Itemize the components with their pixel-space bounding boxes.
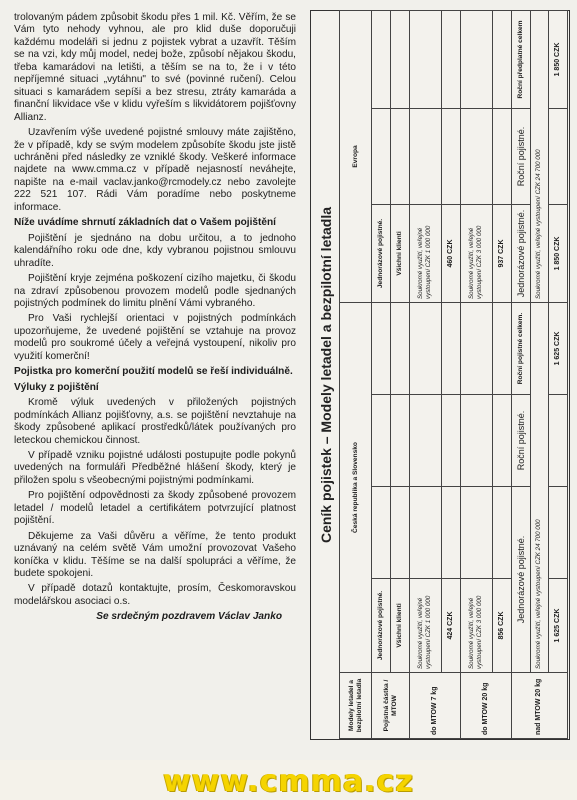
price-table — [339, 10, 568, 739]
price-cell: 1 625 CZK — [549, 302, 568, 394]
region-header-cz: Česká republika a Slovensko — [340, 302, 372, 672]
paragraph: Pojištění kryje zejména poškození cizího majetku, či škodu na zdraví způsobenou provozem modelů podle sjednaných pojistných podmínek do limitu plnění Vámi vybraného. — [14, 273, 296, 309]
usage-1m: Soukromé využití, veřejné vystoupení CZK 1 000 000 — [409, 579, 441, 673]
row-label: Pojistná částka / MTOW — [372, 673, 409, 739]
section-heading: Níže uvádíme shrnutí základních dat o Vašem pojištění — [14, 217, 276, 229]
paragraph: Pro Vaši rychlejší orientaci v pojistných podmínkách upozorňujeme, že uvedené pojištění se vztahuje na provoz modelů pro soukromé účely a veřejná vystoupení, nikoliv pro využití komerční! — [14, 313, 296, 362]
rocni-celkem-header: Roční pojistné celkem. — [511, 302, 530, 394]
jednorazove-header: Jednorázové pojistné. — [372, 579, 391, 673]
usage-3m: Soukromé využití, veřejné vystoupení CZK 3 000 000 — [460, 579, 492, 673]
usage-3m-eu: Soukromé využití, veřejné vystoupení CZK 3 000 000 — [460, 204, 492, 302]
jednorazove-header-eu: Jednorázové pojistné. — [511, 204, 530, 302]
mtow-over-20: nad MTOW 20 kg — [511, 673, 567, 739]
usage-24m: Soukromé využití, veřejné vystoupení CZK 24 700 000 — [530, 302, 549, 672]
paragraph: Pro pojištění odpovědnosti za škody způsobené provozem letadel / modelů letadel a certifikátem potvrzující platnost pojištění. — [14, 490, 296, 527]
paragraph: Pojištění je sjednáno na dobu určitou, a to jednoho kalendářního roku ode dne, kdy vybranou pojistnou smlouvu uhradíte. — [14, 232, 296, 269]
website-url: www.cmma.cz — [163, 764, 414, 799]
region-header-eu: Evropa — [340, 10, 372, 302]
signature: Se srdečným pozdravem Václav Janko — [96, 611, 282, 623]
mtow-7: do MTOW 7 kg — [409, 673, 460, 739]
paragraph: Uzavřením výše uvedené pojistné smlouvy máte zajištěno, že v případě, kdy se svým modelem způsobíte škodu jste jistě uchráněni před následky ze vzniklé škody. Veškeré informace najdete na www.cmma.cz v případě nejasností neváhejte, napište na e-mail vaclav.janko@rcmodely.cz nebo zavolejte 222 521 107. Rádi Vám poradíme nebo poskytneme informace. — [14, 127, 296, 213]
paragraph: V případě vzniku pojistné události postupujte podle pokynů uvedených na formuláři Předběžné hlášení škody, který je přiložen spolu s všeobecnými pojistnými podmínkami. — [14, 449, 296, 486]
jednorazove-header-eu: Jednorázové pojistné. — [372, 204, 391, 302]
price-table-box — [310, 10, 570, 740]
rocni-header: Roční pojistné. — [511, 395, 530, 487]
paragraph: Děkujeme za Vaši důvěru a věříme, že tento produkt uznávaný na celém světě Vám umožní provozovat Vašeho koníčka v klidu. Těšíme se na další spolupráci a věříme, že budete spokojeni. — [14, 530, 296, 580]
usage-24m-eu: Soukromé využití, veřejné vystoupení CZK 24 700 000 — [530, 10, 549, 302]
paragraph: trolovaným pádem způsobit škodu přes 1 mil. Kč. Věřím, že se Vám tyto nehody vyhnou, ale pro klid duše doporučuji každému modeláři si jednu z pojistek vybrat a uzavřít. Těším se na vzi, kdy můj model, nedej bože, způsobí nějakou škodu, třeba kamarádovi na letišti, a těším se na to, že i v této nepříjemné situaci „vytáhnu" to své (povinné ručení). Celou situaci s kamarádem sepíši a bez stresu, ztráty kamaráda a finanční likvidace vše v klidu vyřeším s likvidátorem pojišťovny Allianz. — [14, 12, 296, 123]
left-text-column — [14, 12, 296, 627]
rocni-header-eu: Roční pojistné. — [511, 108, 530, 204]
price-cell: 460 CZK — [442, 204, 461, 302]
rotated-table — [311, 11, 569, 739]
price-cell: 937 CZK — [493, 204, 512, 302]
mtow-20: do MTOW 20 kg — [460, 673, 511, 739]
price-cell: 856 CZK — [493, 579, 512, 673]
table-title: Ceník pojistek – Modely letadel a bezpilotní letadla — [318, 206, 334, 544]
price-cell: 1 850 CZK — [549, 10, 568, 108]
section-heading: Výluky z pojištění — [14, 381, 99, 393]
clients-header: Všichni klienti — [391, 579, 410, 673]
section-heading: Pojistka pro komerční použití modelů se řeší individuálně. — [14, 366, 293, 378]
rocni-predplatne-header: Roční předplatné celkem — [511, 10, 530, 108]
usage-1m-eu: Soukromé využití, veřejné vystoupení CZK 1 000 000 — [409, 204, 441, 302]
col-header: Modely letadel a bezpilotní letadla — [340, 673, 372, 739]
price-cell: 1 625 CZK — [549, 579, 568, 673]
clients-header-eu: Všichni klienti — [391, 204, 410, 302]
jednorazove-header: Jednorázové pojistné. — [511, 487, 530, 673]
paragraph: V případě dotazů kontaktujte, prosím, Českomoravskou modelářskou asociaci o.s. — [14, 583, 296, 607]
paragraph: Kromě výluk uvedených v přiložených pojistných podmínkách Allianz pojišťovny, a.s. se pojištění nevztahuje na škody způsobené aplikací prostředků/látek používaných pro leteckou chemickou činnost. — [14, 397, 296, 446]
price-cell: 424 CZK — [442, 579, 461, 673]
price-cell: 1 850 CZK — [549, 204, 568, 302]
footer — [0, 760, 577, 800]
